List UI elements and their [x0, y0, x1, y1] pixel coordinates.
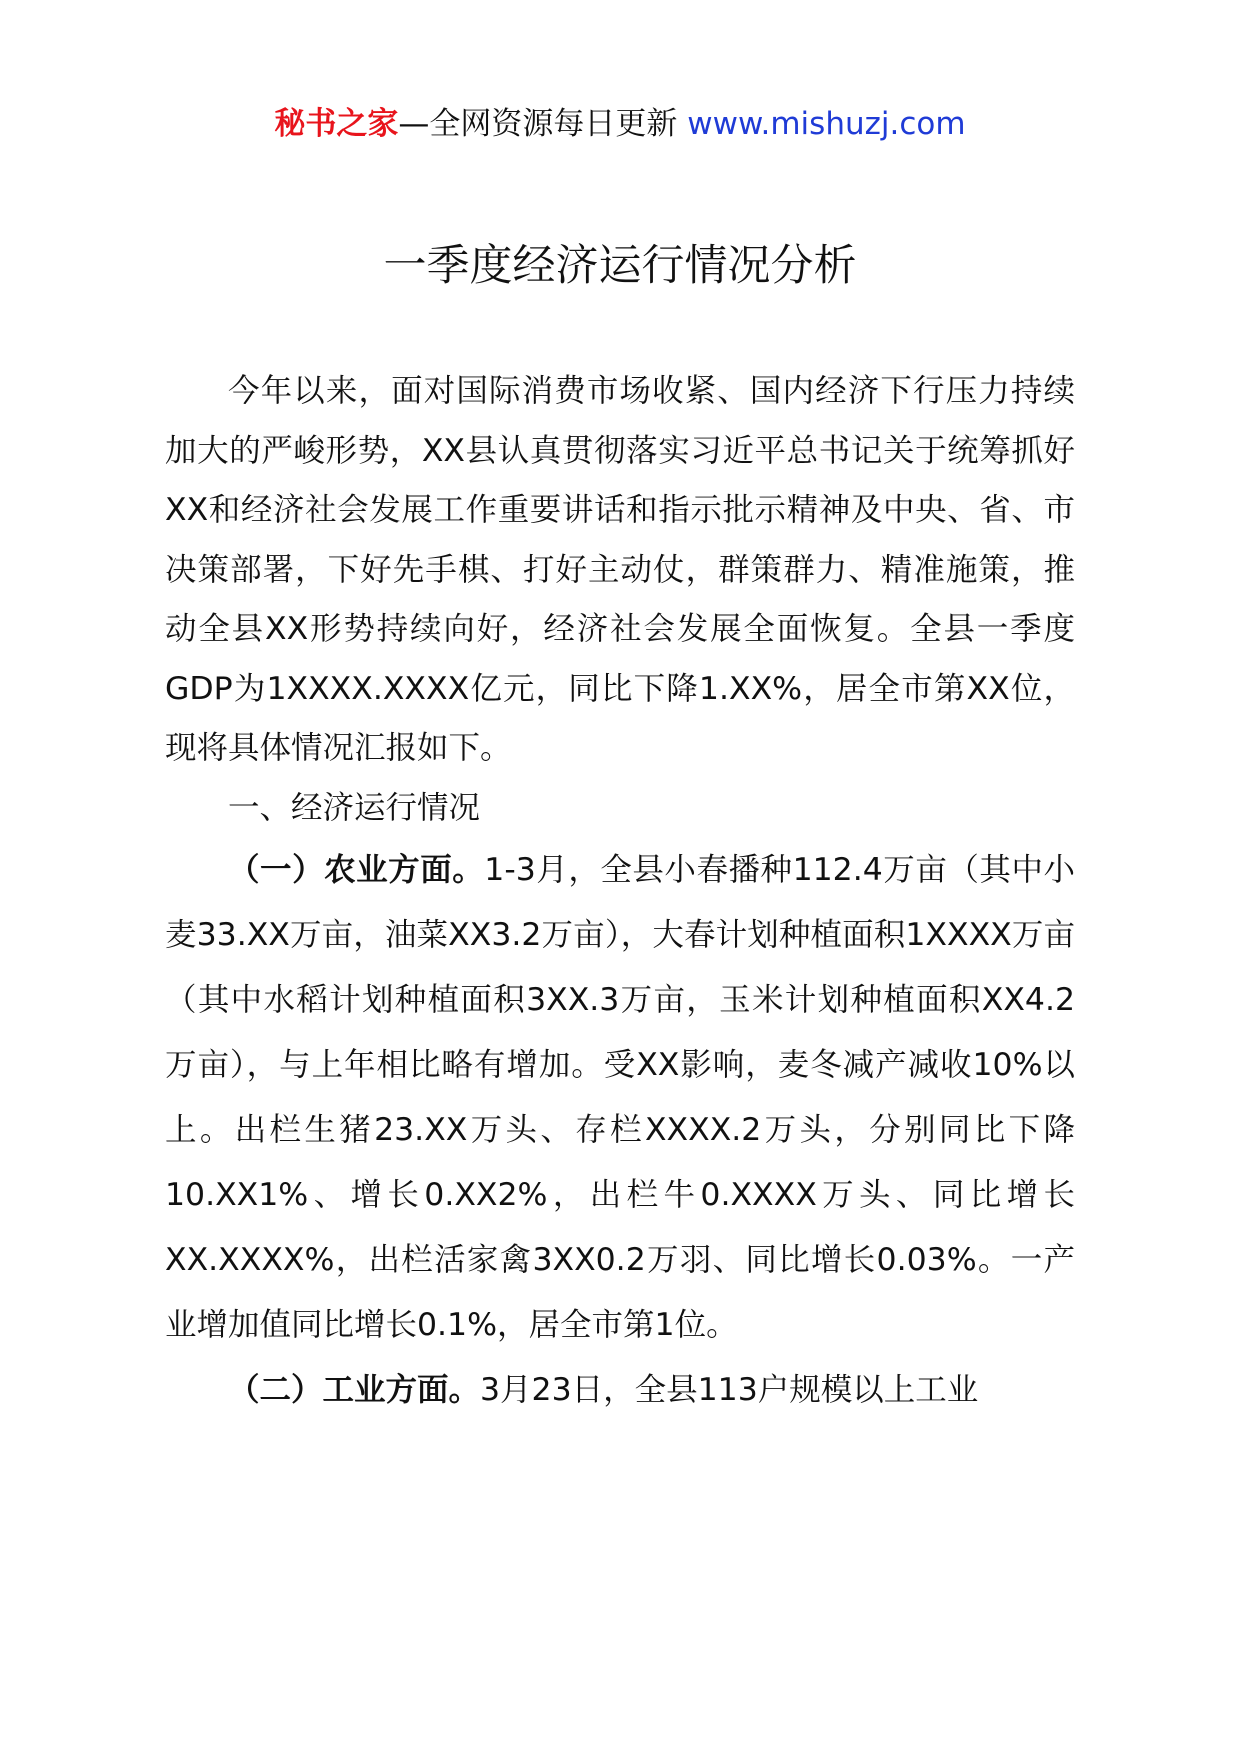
agriculture-text: 1-3月，全县小春播种112.4万亩（其中小麦33.XX万亩，油菜XX3.2万亩），大春计划种植面积1XXXX万亩（其中水稻计划种植面积3XX.3万亩，玉米计划种植面积XX4.2万亩），与上年相比略有增加。受XX影响，麦冬减产减收10%以上。出栏生猪23.XX万头、存栏XXXX.2万头，分别同比下降10.XX1%、增长0.XX2%，出栏牛0.XXXX万头、同比增长XX.XXXX%，出栏活家禽3XX0.2万羽、同比增长0.03%。一产业增加值同比增长0.1%，居全市第1位。: [165, 852, 1075, 1343]
industry-text: 3月23日，全县113户规模以上工业: [480, 1372, 979, 1408]
document-title: 一季度经济运行情况分析: [383, 241, 857, 291]
document-body: [165, 362, 1075, 1423]
industry-paragraph: [165, 1358, 1075, 1423]
section-heading: 一、经济运行情况: [228, 789, 481, 826]
agriculture-paragraph: [165, 838, 1075, 1358]
header-tagline: —全网资源每日更新: [398, 106, 678, 142]
site-header: [0, 104, 1240, 144]
industry-label: （二）工业方面。: [228, 1372, 481, 1408]
site-url-link[interactable]: www.mishuzj.com: [687, 106, 966, 142]
brand-name: 秘书之家: [274, 106, 399, 142]
agriculture-label: （一）农业方面。: [228, 852, 485, 888]
intro-paragraph: 今年以来，面对国际消费市场收紧、国内经济下行压力持续加大的严峻形势，XX县认真贯彻落实习近平总书记关于统筹抓好XX和经济社会发展工作重要讲话和指示批示精神及中央、省、市决策部署，下好先手棋、打好主动仗，群策群力、精准施策，推动全县XX形势持续向好，经济社会发展全面恢复。全县一季度GDP为1XXXX.XXXX亿元，同比下降1.XX%，居全市第XX位，现将具体情况汇报如下。: [165, 373, 1075, 766]
